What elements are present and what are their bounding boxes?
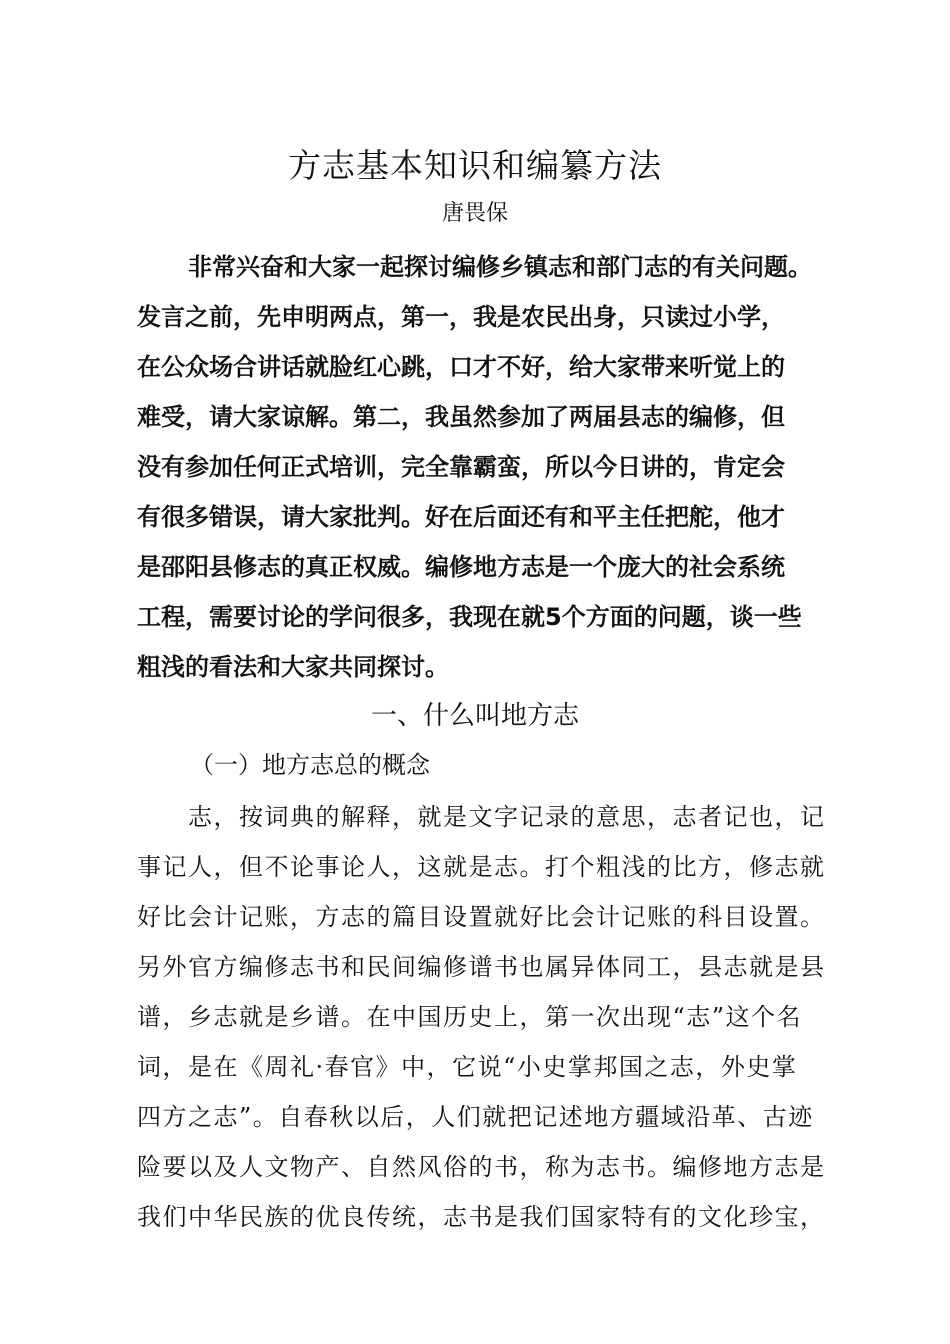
body-line: 事记人，但不论事论人，这就是志。打个粗浅的比方，修志就 [137, 853, 826, 881]
intro-line: 发言之前，先申明两点，第一，我是农民出身，只读过小学， [137, 303, 785, 331]
intro-line: 难受，请大家谅解。第二，我虽然参加了两届县志的编修，但 [137, 403, 785, 431]
intro-line: 有很多错误，请大家批判。好在后面还有和平主任把舵，他才 [137, 503, 785, 531]
document-author: 唐畏保 [441, 201, 508, 226]
body-line: 词，是在《周礼·春官》中，它说“小史掌邦国之志，外史掌 [137, 1053, 798, 1081]
body-line: 险要以及人文物产、自然风俗的书，称为志书。编修地方志是 [137, 1153, 826, 1181]
document-title: 方志基本知识和编纂方法 [288, 146, 662, 185]
intro-line: 非常兴奋和大家一起探讨编修乡镇志和部门志的有关问题。 [188, 253, 812, 281]
intro-line: 在公众场合讲话就脸红心跳，口才不好，给大家带来听觉上的 [137, 353, 785, 381]
intro-line: 粗浅的看法和大家共同探讨。 [137, 653, 449, 681]
body-line: 好比会计记账，方志的篇目设置就好比会计记账的科目设置。 [137, 903, 826, 931]
body-line: 另外官方编修志书和民间编修谱书也属异体同工，县志就是县 [137, 953, 826, 981]
intro-line: 是邵阳县修志的真正权威。编修地方志是一个庞大的社会系统 [137, 553, 785, 581]
body-line: 我们中华民族的优良传统，志书是我们国家特有的文化珍宝， [137, 1203, 826, 1231]
intro-line: 工程，需要讨论的学问很多，我现在就5个方面的问题，谈一些 [137, 603, 802, 631]
body-line: 四方之志”。自春秋以后，人们就把记述地方疆域沿革、古迹 [137, 1103, 814, 1131]
body-line: 志，按词典的解释，就是文字记录的意思，志者记也，记 [188, 803, 826, 831]
intro-line: 没有参加任何正式培训，完全靠霸蛮，所以今日讲的，肯定会 [137, 453, 785, 481]
subsection-heading: （一）地方志总的概念 [190, 751, 430, 779]
section-heading: 一、什么叫地方志 [370, 701, 579, 731]
body-line: 谱，乡志就是乡谱。在中国历史上，第一次出现“志”这个名 [137, 1003, 803, 1031]
